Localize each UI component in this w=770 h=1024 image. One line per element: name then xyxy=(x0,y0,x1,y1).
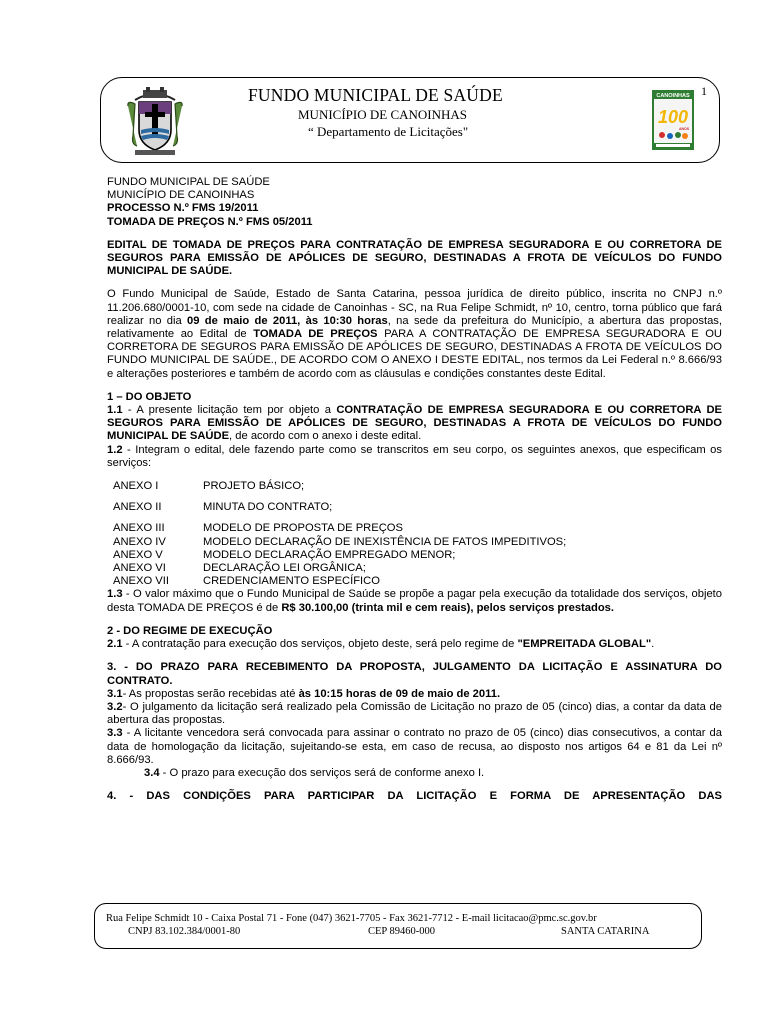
annex-row: ANEXO I PROJETO BÁSICO; xyxy=(113,480,305,493)
municipal-coat-of-arms xyxy=(125,86,185,158)
clause-2-1: 2.1 - A contratação para execução dos serviços, objeto deste, será pelo regime de "EMPREITADA GLOBAL". xyxy=(107,638,655,651)
footer-cep: CEP 89460-000 xyxy=(368,926,435,937)
canoinhas-100-anos-logo xyxy=(652,90,694,150)
annex-row: ANEXO VII CREDENCIAMENTO ESPECÍFICO xyxy=(113,575,380,588)
clause-3-1: 3.1- As propostas serão recebidas até às 10:15 horas de 09 de maio de 2011. xyxy=(107,687,501,700)
clause-1-3: 1.3 - O valor máximo que o Fundo Municipal de Saúde se propõe a pagar pela execução da totalidade dos serviços, objeto desta TOMADA DE PREÇOS é de R$ 30.100,00 (trinta mil e cem reais), pelos serviços prestados. xyxy=(107,588,722,614)
page-number: 1 xyxy=(701,84,707,98)
intro-municipio: MUNICÍPIO DE CANOINHAS xyxy=(107,189,255,202)
section-1-heading: 1 – DO OBJETO xyxy=(107,390,192,403)
intro-tomada: TOMADA DE PREÇOS N.º FMS 05/2011 xyxy=(107,215,313,228)
section-4-heading: 4. - DAS CONDIÇÕES PARA PARTICIPAR DA LICITAÇÃO E FORMA DE APRESENTAÇÃO DAS xyxy=(107,790,722,803)
section-2-heading: 2 - DO REGIME DE EXECUÇÃO xyxy=(107,624,273,637)
clause-3-4: 3.4 - O prazo para execução dos serviços será de conforme anexo I. xyxy=(144,766,485,779)
edital-title: EDITAL DE TOMADA DE PREÇOS PARA CONTRATAÇÃO DE EMPRESA SEGURADORA E OU CORRETORA DE SEGUROS PARA EMISSÃO DE APÓLICES DE SEGURO, DESTINADAS A FROTA DE VEÍCULOS DO FUNDO MUNICIPAL DE SAÚDE. xyxy=(107,238,722,278)
letterhead-title: FUNDO MUNICIPAL DE SAÚDE xyxy=(248,85,503,105)
annex-row: ANEXO II MINUTA DO CONTRATO; xyxy=(113,501,333,514)
logo-number-text: 100 xyxy=(657,107,689,127)
annex-row: ANEXO III MODELO DE PROPOSTA DE PREÇOS xyxy=(113,522,403,535)
intro-processo: PROCESSO N.º FMS 19/2011 xyxy=(107,202,259,215)
clause-1-1: 1.1 - A presente licitação tem por objeto a CONTRATAÇÃO DE EMPRESA SEGURADORA E OU CORRETORA DE SEGUROS PARA EMISSÃO DE APÓLICES DE SEGURO, DESTINADAS A FROTA DE VEÍCULOS DO FUNDO MUNICIPAL DE SAÚDE, de acordo com o anexo i deste edital. xyxy=(107,404,723,443)
clause-1-2: 1.2 - Integram o edital, dele fazendo parte como se transcritos em seu corpo, os seguintes anexos, que especificam os serviços: xyxy=(107,443,722,469)
logo-top-text: CANOINHAS xyxy=(656,93,690,99)
preamble-paragraph: O Fundo Municipal de Saúde, Estado de Santa Catarina, pessoa jurídica de direito público, inscrita no CNPJ n.º 11.206.680/0001-10, com sede na cidade de Canoinhas - SC, na Rua Felipe Schmidt, nº 10, centro, torna público que fará realizar no dia 09 de maio de 2011, às 10:30 horas, na sede da prefeitura do Município, a abertura das propostas, relativamente ao Edital de TOMADA DE PREÇOS PARA A CONTRATAÇÃO DE EMPRESA SEGURADORA E OU CORRETORA DE SEGUROS PARA EMISSÃO DE APÓLICES DE SEGURO, DESTINADAS A FROTA DE VEÍCULOS DO FUNDO MUNICIPAL DE SAÚDE., DE ACORDO COM O ANEXO I DESTE EDITAL, nos termos da Lei Federal n.º 8.666/93 e alterações posteriores e também de acordo com as cláusulas e condições constantes deste Edital. xyxy=(107,288,723,380)
footer-cnpj: CNPJ 83.102.384/0001-80 xyxy=(128,926,241,937)
annex-row: ANEXO VI DECLARAÇÃO LEI ORGÂNICA; xyxy=(113,562,366,575)
letterhead-department: “ Departamento de Licitações" xyxy=(308,124,469,139)
clause-3-3: 3.3 - A licitante vencedora será convocada para assinar o contrato no prazo de 05 (cinco) dias consecutivos, a contar da data de homologação da licitação, sujeitando-se esta, em caso de recusa, ao disposto nos artigos 64 e 81 da Lei nº 8.666/93. xyxy=(107,727,722,766)
annex-row: ANEXO IV MODELO DECLARAÇÃO DE INEXISTÊNCIA DE FATOS IMPEDITIVOS; xyxy=(113,535,567,548)
footer-state: SANTA CATARINA xyxy=(561,926,650,937)
letterhead-subtitle: MUNICÍPIO DE CANOINHAS xyxy=(298,107,467,122)
intro-fundo: FUNDO MUNICIPAL DE SAÚDE xyxy=(107,176,270,188)
document-body xyxy=(107,176,722,803)
footer-address: Rua Felipe Schmidt 10 - Caixa Postal 71 - Fone (047) 3621-7705 - Fax 3621-7712 - E-mail licitacao@pmc.sc.gov.br xyxy=(106,913,597,924)
clause-3-2: 3.2- O julgamento da licitação será realizado pela Comissão de Licitação no prazo de 05 (cinco) dias, a contar da data de abertura das propostas. xyxy=(107,700,722,727)
annex-row: ANEXO V MODELO DECLARAÇÃO EMPREGADO MENOR; xyxy=(113,548,456,561)
logo-anos-text: ANOS xyxy=(678,127,690,131)
section-3-heading: 3. - DO PRAZO PARA RECEBIMENTO DA PROPOSTA, JULGAMENTO DA LICITAÇÃO E ASSINATURA DO CONTRATO. xyxy=(107,661,722,687)
